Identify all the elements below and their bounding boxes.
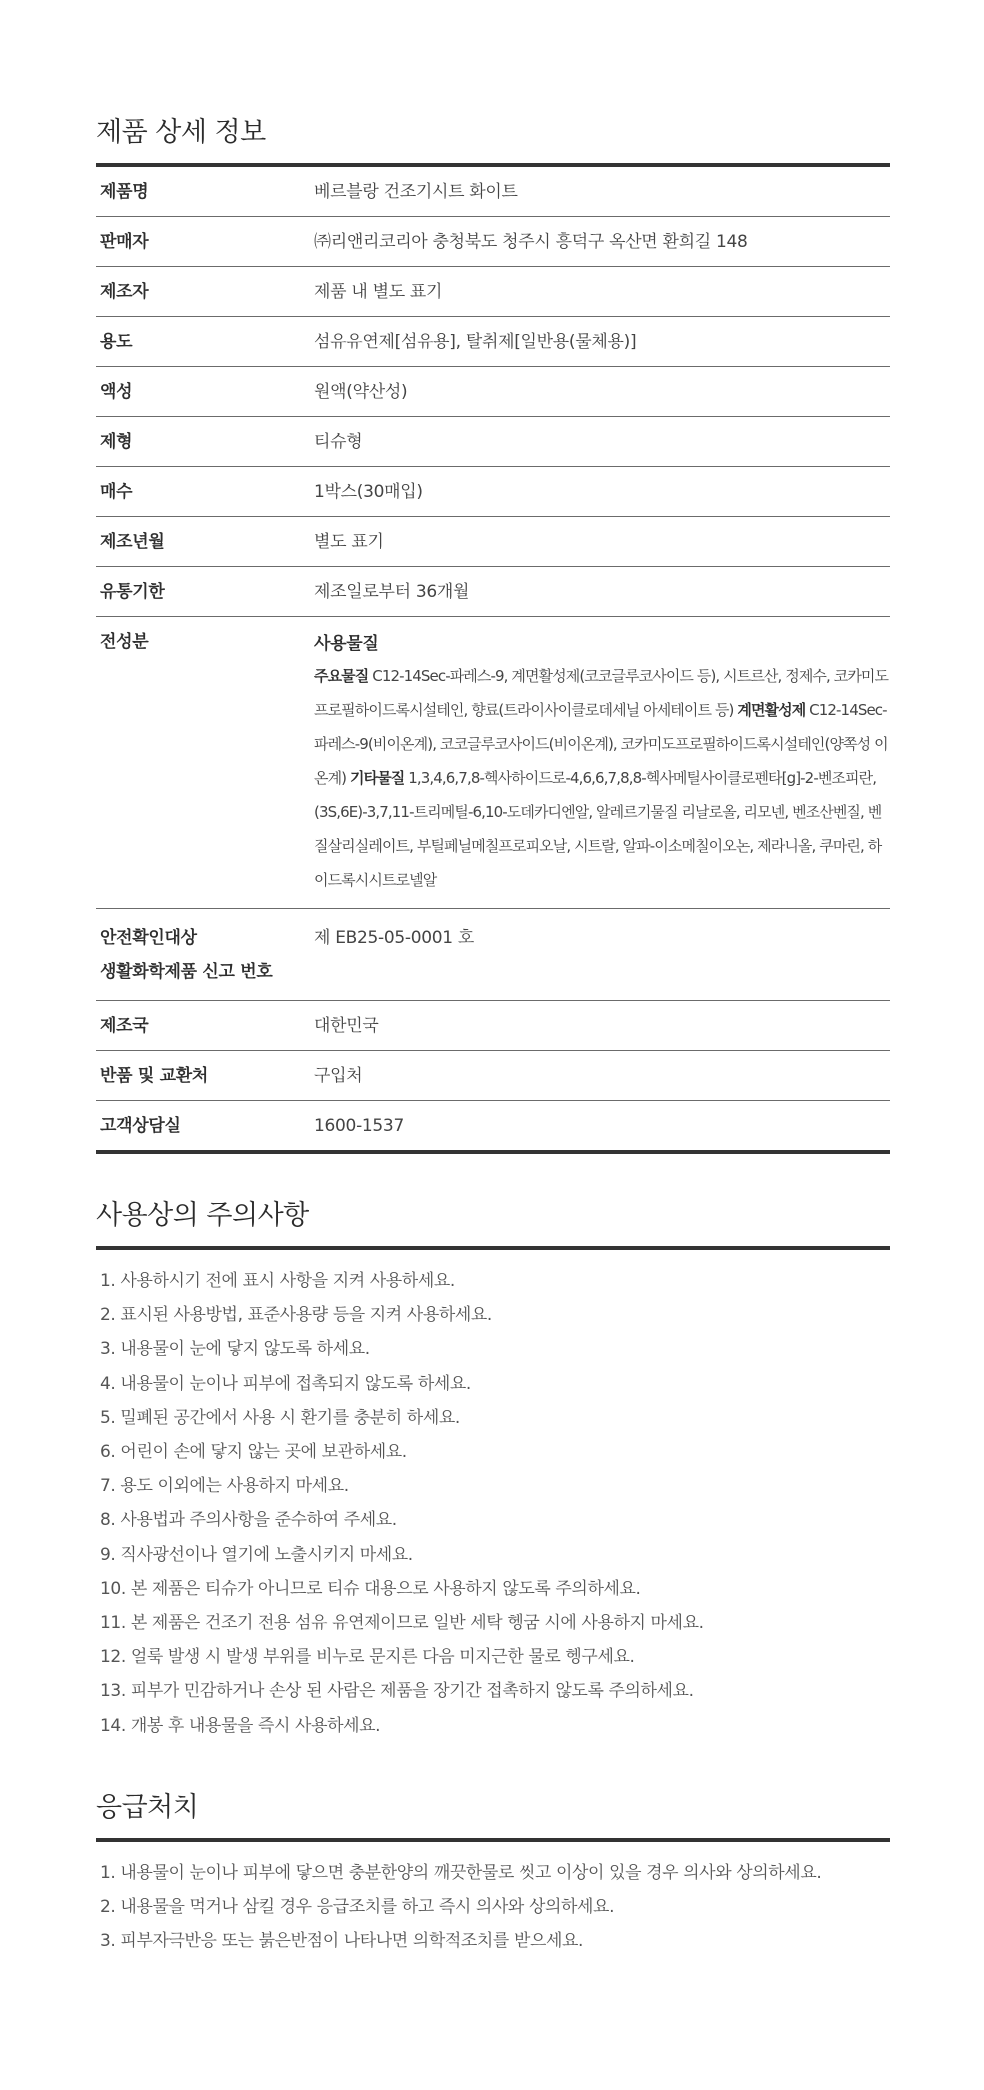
table-row [96,1101,890,1153]
ingredients-value [314,617,890,909]
row-label: 액성 [96,367,314,417]
product-info-section [96,113,890,1154]
list-item: 10. 본 제품은 티슈가 아니므로 티슈 대용으로 사용하지 않도록 주의하세요. [100,1578,641,1599]
ingredients-heading: 사용물질 [314,634,379,654]
ingredients-text [314,659,890,897]
first-aid-section [96,1788,890,1959]
table-row [96,217,890,267]
row-value: 티슈형 [314,417,890,467]
table-row [96,1051,890,1101]
product-info-title: 제품 상세 정보 [96,117,266,148]
row-value: ㈜리앤리코리아 충청북도 청주시 흥덕구 옥산면 환희길 148 [314,217,890,267]
list-item: 9. 직사광선이나 열기에 노출시키지 마세요. [100,1544,413,1565]
list-item: 6. 어린이 손에 닿지 않는 곳에 보관하세요. [100,1442,407,1463]
list-item: 1. 내용물이 눈이나 피부에 닿으면 충분한양의 깨끗한물로 씻고 이상이 있을 경우 의사와 상의하세요. [100,1863,822,1883]
first-aid-list [96,1842,890,1959]
list-item: 2. 내용물을 먹거나 삼킬 경우 응급조치를 하고 즉시 의사와 상의하세요. [100,1897,615,1918]
ingredients-row [96,617,890,909]
row-label: 용도 [96,317,314,367]
row-value: 제조일로부터 36개월 [314,567,890,617]
table-row [96,517,890,567]
row-label: 제조년월 [96,517,314,567]
surfactant-text: C12-14Sec-파레스-9(비이온계), 코코글루코사이드(비이온계), 코카미도프로필하이드록시설테인(양쪽성 이온계) [314,701,888,787]
row-label: 제품명 [96,167,314,217]
row-value: 제품 내 별도 표기 [314,267,890,317]
list-item: 7. 용도 이외에는 사용하지 마세요. [100,1476,349,1497]
table-row [96,467,890,517]
table-row [96,367,890,417]
list-item: 13. 피부가 민감하거나 손상 된 사람은 제품을 장기간 접촉하지 않도록 주의하세요. [100,1681,694,1702]
list-item: 1. 사용하시기 전에 표시 사항을 지켜 사용하세요. [100,1271,455,1291]
main-substance-text: C12-14Sec-파레스-9, 계면활성제(코코글루코사이드 등), 시트르산, 정제수, 코카미도프로필하이드록시설테인, 향료(트라이사이클로데세닐 아세테이트 등) [314,667,889,719]
precautions-list [96,1250,890,1743]
other-substance-label: 기타물질 [350,769,405,787]
table-row [96,317,890,367]
other-substance-text: 1,3,4,6,7,8-헥사하이드로-4,6,6,7,8,8-헥사메틸사이클로펜타[g]-2-벤조피란, (3S,6E)-3,7,11-트리메틸-6,10-도데카디엔알, 알레르기물질 리날로올, 리모넨, 벤조산벤질, 벤질살리실레이트, 부틸페닐메칠프로피오날, 시트랄, 알파-이소메칠이오논, 제라니올, 쿠마린, 하이드록시시트로넬알 [314,769,882,889]
row-label: 제조자 [96,267,314,317]
surfactant-label: 계면활성제 [737,701,806,719]
row-value: 원액(약산성) [314,367,890,417]
safety-label-line2: 생활화학제품 신고 번호 [100,962,273,982]
list-item: 4. 내용물이 눈이나 피부에 접촉되지 않도록 하세요. [100,1373,471,1394]
first-aid-title: 응급처치 [96,1792,199,1823]
list-item: 5. 밀폐된 공간에서 사용 시 환기를 충분히 하세요. [100,1407,460,1428]
row-label: 유통기한 [96,567,314,617]
list-item: 12. 얼룩 발생 시 발생 부위를 비누로 문지른 다음 미지근한 물로 헹구세요. [100,1647,635,1668]
list-item: 3. 피부자극반응 또는 붉은반점이 나타나면 의학적조치를 받으세요. [100,1931,584,1952]
row-label: 판매자 [96,217,314,267]
table-row [96,567,890,617]
row-label: 제형 [96,417,314,467]
list-item: 2. 표시된 사용방법, 표준사용량 등을 지켜 사용하세요. [100,1305,492,1326]
row-value: 섬유유연제[섬유용], 탈취제[일반용(물체용)] [314,317,890,367]
row-value: 1600-1537 [314,1101,890,1153]
safety-row [96,909,890,1001]
row-value: 베르블랑 건조기시트 화이트 [314,167,890,217]
table-row [96,167,890,217]
list-item: 8. 사용법과 주의사항을 준수하여 주세요. [100,1510,397,1531]
list-item: 11. 본 제품은 건조기 전용 섬유 유연제이므로 일반 세탁 헹굼 시에 사용하지 마세요. [100,1613,704,1634]
list-item: 14. 개봉 후 내용물을 즉시 사용하세요. [100,1715,381,1736]
precautions-section [96,1196,890,1743]
row-label: 제조국 [96,1001,314,1051]
safety-value: 제 EB25-05-0001 호 [314,909,890,1001]
row-label: 매수 [96,467,314,517]
row-label: 고객상담실 [96,1101,314,1153]
precautions-title: 사용상의 주의사항 [96,1200,309,1231]
row-value: 1박스(30매입) [314,467,890,517]
row-value: 별도 표기 [314,517,890,567]
row-value: 대한민국 [314,1001,890,1051]
list-item: 3. 내용물이 눈에 닿지 않도록 하세요. [100,1339,370,1360]
safety-label [96,909,314,1001]
safety-label-line1: 안전확인대상 [100,928,197,948]
table-row [96,417,890,467]
product-info-table [96,167,890,1154]
ingredients-label: 전성분 [96,617,314,909]
table-row [96,1001,890,1051]
table-row [96,267,890,317]
row-value: 구입처 [314,1051,890,1101]
main-substance-label: 주요물질 [314,667,369,685]
row-label: 반품 및 교환처 [96,1051,314,1101]
